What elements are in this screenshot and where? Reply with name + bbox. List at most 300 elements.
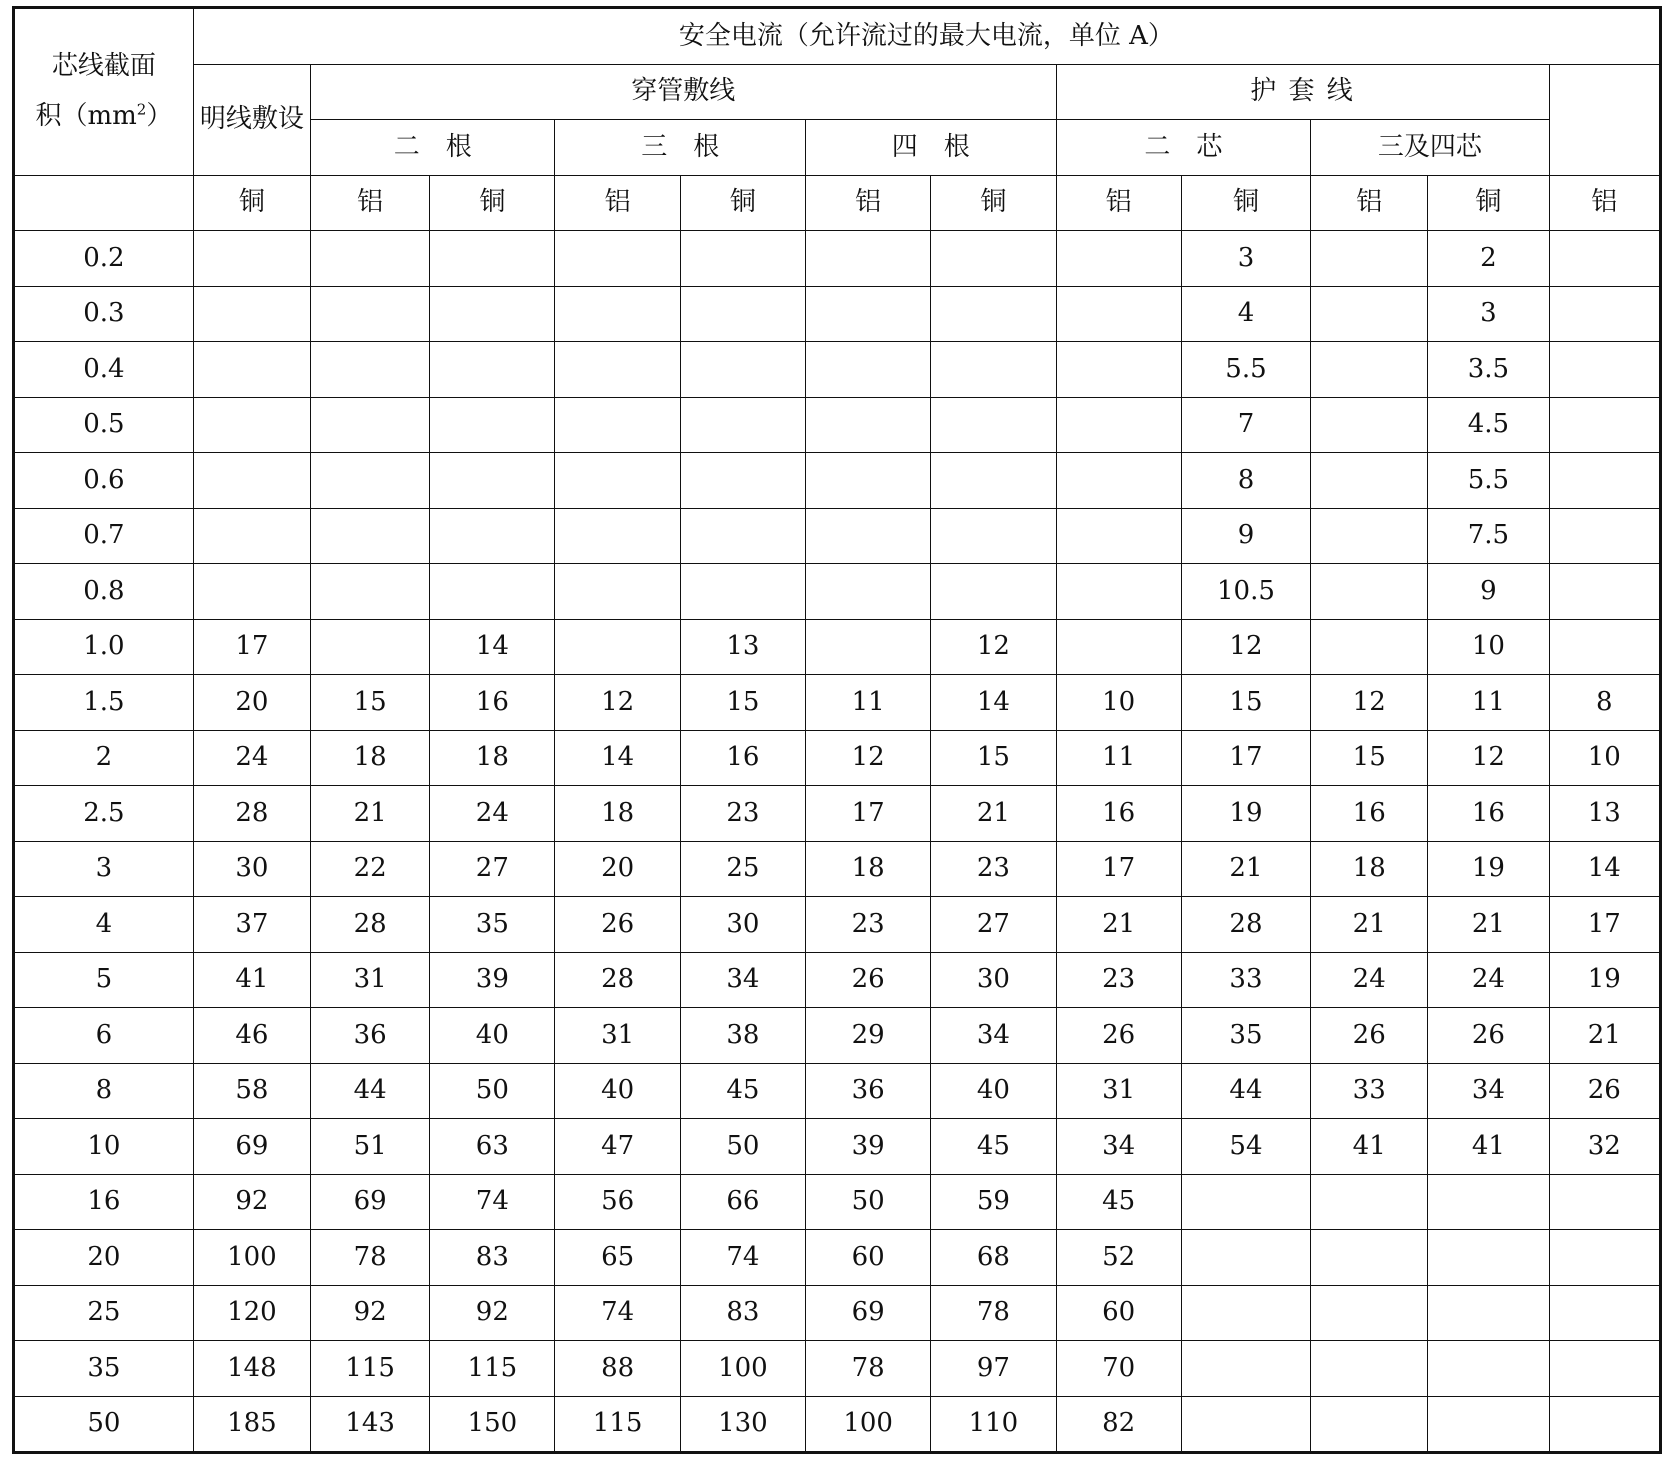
- area-cell: 20: [14, 1230, 194, 1286]
- table-row: [14, 1285, 1661, 1341]
- two-core-copper-header: 铜: [1181, 175, 1310, 231]
- current-cell: 78: [311, 1230, 430, 1286]
- current-cell: [1311, 342, 1428, 398]
- current-cell: [1428, 1396, 1549, 1453]
- current-cell: 12: [931, 619, 1056, 675]
- table-row: [14, 1174, 1661, 1230]
- table-row: [14, 397, 1661, 453]
- current-cell: 100: [806, 1396, 931, 1453]
- current-cell: 15: [931, 730, 1056, 786]
- current-cell: 21: [1056, 897, 1181, 953]
- current-cell: 50: [806, 1174, 931, 1230]
- current-cell: 92: [311, 1285, 430, 1341]
- current-cell: 100: [193, 1230, 310, 1286]
- current-cell: 68: [931, 1230, 1056, 1286]
- current-cell: 11: [1428, 675, 1549, 731]
- current-cell: 185: [193, 1396, 310, 1453]
- area-cell: 1.0: [14, 619, 194, 675]
- header-row-2: [14, 64, 1661, 120]
- current-cell: [193, 397, 310, 453]
- current-cell: 12: [1428, 730, 1549, 786]
- three-wires-copper-header: 铜: [680, 175, 805, 231]
- current-cell: [1311, 564, 1428, 620]
- current-cell: [1311, 1341, 1428, 1397]
- two-core-header: 二 芯: [1056, 120, 1311, 176]
- current-cell: 10: [1549, 730, 1660, 786]
- two-core-aluminum-header: 铝: [1311, 175, 1428, 231]
- current-cell: 32: [1549, 1119, 1660, 1175]
- current-cell: 60: [806, 1230, 931, 1286]
- current-cell: 16: [1056, 786, 1181, 842]
- current-cell: [193, 508, 310, 564]
- three-four-core-copper-header: 铜: [1428, 175, 1549, 231]
- current-cell: [1056, 508, 1181, 564]
- table-row: [14, 786, 1661, 842]
- current-cell: 15: [311, 675, 430, 731]
- table-row: [14, 231, 1661, 287]
- current-cell: 12: [806, 730, 931, 786]
- current-cell: [555, 286, 680, 342]
- current-cell: 23: [931, 841, 1056, 897]
- current-cell: 4.5: [1428, 397, 1549, 453]
- current-cell: [931, 286, 1056, 342]
- current-cell: 35: [1181, 1008, 1310, 1064]
- table-row: [14, 1396, 1661, 1453]
- current-cell: [680, 564, 805, 620]
- area-cell: 0.6: [14, 453, 194, 509]
- current-cell: [1549, 1341, 1660, 1397]
- current-cell: [1311, 1174, 1428, 1230]
- current-cell: 143: [311, 1396, 430, 1453]
- current-cell: [1549, 1396, 1660, 1453]
- current-cell: 10: [1428, 619, 1549, 675]
- current-cell: 115: [555, 1396, 680, 1453]
- current-cell: 69: [806, 1285, 931, 1341]
- current-cell: 24: [1311, 952, 1428, 1008]
- current-cell: [311, 342, 430, 398]
- current-cell: [806, 231, 931, 287]
- current-cell: [1311, 397, 1428, 453]
- current-cell: 19: [1428, 841, 1549, 897]
- table-row: [14, 564, 1661, 620]
- current-cell: 33: [1181, 952, 1310, 1008]
- current-cell: 58: [193, 1063, 310, 1119]
- current-cell: [1181, 1230, 1310, 1286]
- current-cell: [555, 619, 680, 675]
- current-cell: [1549, 1285, 1660, 1341]
- open-copper-header: 铜: [193, 175, 310, 231]
- current-cell: [193, 564, 310, 620]
- table-row: [14, 675, 1661, 731]
- current-cell: [1311, 508, 1428, 564]
- current-cell: [1181, 1285, 1310, 1341]
- current-cell: [555, 397, 680, 453]
- current-cell: [806, 397, 931, 453]
- current-cell: 34: [931, 1008, 1056, 1064]
- current-cell: 30: [931, 952, 1056, 1008]
- current-cell: 28: [555, 952, 680, 1008]
- current-cell: 44: [311, 1063, 430, 1119]
- current-cell: 28: [193, 786, 310, 842]
- current-cell: [806, 508, 931, 564]
- current-cell: [1311, 1230, 1428, 1286]
- current-cell: 9: [1428, 564, 1549, 620]
- current-cell: 18: [806, 841, 931, 897]
- current-cell: 18: [311, 730, 430, 786]
- current-cell: [806, 453, 931, 509]
- three-wires-header: 三 根: [555, 120, 806, 176]
- current-cell: 39: [806, 1119, 931, 1175]
- current-cell: 26: [1311, 1008, 1428, 1064]
- table-row: [14, 508, 1661, 564]
- area-cell: 0.5: [14, 397, 194, 453]
- current-cell: [430, 508, 555, 564]
- current-cell: 16: [1428, 786, 1549, 842]
- current-cell: 50: [430, 1063, 555, 1119]
- current-cell: 92: [193, 1174, 310, 1230]
- current-cell: 39: [430, 952, 555, 1008]
- current-cell: 9: [1181, 508, 1310, 564]
- current-cell: [193, 231, 310, 287]
- three-wires-aluminum-header: 铝: [806, 175, 931, 231]
- current-cell: [931, 231, 1056, 287]
- current-cell: [1549, 453, 1660, 509]
- current-cell: 16: [1311, 786, 1428, 842]
- area-cell: 3: [14, 841, 194, 897]
- current-cell: 40: [555, 1063, 680, 1119]
- current-cell: 25: [680, 841, 805, 897]
- current-cell: 74: [680, 1230, 805, 1286]
- current-table-frame: [12, 6, 1662, 1454]
- current-cell: 17: [1181, 730, 1310, 786]
- current-cell: 82: [1056, 1396, 1181, 1453]
- current-cell: 10: [1056, 675, 1181, 731]
- current-cell: [1428, 1174, 1549, 1230]
- table-row: [14, 1230, 1661, 1286]
- current-cell: 14: [931, 675, 1056, 731]
- current-cell: 3: [1181, 231, 1310, 287]
- current-cell: [1056, 453, 1181, 509]
- current-cell: 17: [1056, 841, 1181, 897]
- current-cell: 15: [1311, 730, 1428, 786]
- current-cell: [806, 619, 931, 675]
- table-row: [14, 730, 1661, 786]
- area-cell: 16: [14, 1174, 194, 1230]
- current-cell: 20: [193, 675, 310, 731]
- current-cell: 11: [806, 675, 931, 731]
- current-cell: 83: [430, 1230, 555, 1286]
- current-cell: [1056, 564, 1181, 620]
- current-cell: 22: [311, 841, 430, 897]
- current-cell: 21: [1549, 1008, 1660, 1064]
- conduit-header: 穿管敷线: [311, 64, 1057, 120]
- current-cell: [311, 619, 430, 675]
- current-cell: 26: [1549, 1063, 1660, 1119]
- current-cell: [311, 286, 430, 342]
- current-cell: 110: [931, 1396, 1056, 1453]
- current-cell: 52: [1056, 1230, 1181, 1286]
- current-cell: 13: [680, 619, 805, 675]
- current-cell: 51: [311, 1119, 430, 1175]
- table-row: [14, 619, 1661, 675]
- current-cell: 24: [193, 730, 310, 786]
- current-cell: [1056, 231, 1181, 287]
- current-cell: 21: [1181, 841, 1310, 897]
- current-cell: 30: [680, 897, 805, 953]
- current-cell: 10.5: [1181, 564, 1310, 620]
- current-cell: 30: [193, 841, 310, 897]
- current-cell: 4: [1181, 286, 1310, 342]
- current-cell: 34: [1056, 1119, 1181, 1175]
- current-cell: [1549, 286, 1660, 342]
- current-cell: [806, 564, 931, 620]
- area-cell: 5: [14, 952, 194, 1008]
- current-cell: [680, 231, 805, 287]
- current-cell: 26: [1428, 1008, 1549, 1064]
- area-cell: 2: [14, 730, 194, 786]
- current-cell: 14: [430, 619, 555, 675]
- area-header: [14, 8, 194, 176]
- current-cell: 5.5: [1181, 342, 1310, 398]
- header-row-1: [14, 8, 1661, 65]
- current-cell: 45: [931, 1119, 1056, 1175]
- current-cell: [1549, 564, 1660, 620]
- current-cell: [1549, 342, 1660, 398]
- current-cell: 115: [430, 1341, 555, 1397]
- current-cell: 100: [680, 1341, 805, 1397]
- area-cell: 10: [14, 1119, 194, 1175]
- current-cell: 21: [931, 786, 1056, 842]
- current-cell: 18: [1311, 841, 1428, 897]
- area-cell: 0.2: [14, 231, 194, 287]
- current-cell: [931, 397, 1056, 453]
- current-cell: 78: [806, 1341, 931, 1397]
- current-cell: [1181, 1174, 1310, 1230]
- current-cell: 78: [931, 1285, 1056, 1341]
- current-cell: 18: [555, 786, 680, 842]
- table-row: [14, 841, 1661, 897]
- area-cell: 0.4: [14, 342, 194, 398]
- area-cell: 2.5: [14, 786, 194, 842]
- current-cell: [1056, 342, 1181, 398]
- current-cell: [1549, 1230, 1660, 1286]
- current-cell: [311, 231, 430, 287]
- current-cell: 56: [555, 1174, 680, 1230]
- current-cell: 150: [430, 1396, 555, 1453]
- two-wires-aluminum-header: 铝: [555, 175, 680, 231]
- current-cell: 2: [1428, 231, 1549, 287]
- current-cell: [1428, 1230, 1549, 1286]
- current-cell: [680, 397, 805, 453]
- current-cell: [430, 231, 555, 287]
- table-row: [14, 897, 1661, 953]
- current-cell: 41: [193, 952, 310, 1008]
- current-cell: [1311, 619, 1428, 675]
- current-cell: [311, 453, 430, 509]
- current-cell: [1311, 453, 1428, 509]
- current-cell: 40: [430, 1008, 555, 1064]
- current-cell: 19: [1549, 952, 1660, 1008]
- area-cell: 35: [14, 1341, 194, 1397]
- current-cell: 16: [430, 675, 555, 731]
- current-cell: [555, 231, 680, 287]
- current-cell: [1056, 397, 1181, 453]
- current-cell: [680, 508, 805, 564]
- current-cell: 14: [555, 730, 680, 786]
- current-cell: 24: [1428, 952, 1549, 1008]
- area-cell: 4: [14, 897, 194, 953]
- current-cell: [1428, 1285, 1549, 1341]
- current-cell: 7.5: [1428, 508, 1549, 564]
- current-cell: [430, 397, 555, 453]
- current-cell: 5.5: [1428, 453, 1549, 509]
- current-cell: [1181, 1341, 1310, 1397]
- current-cell: 27: [430, 841, 555, 897]
- current-cell: 26: [1056, 1008, 1181, 1064]
- current-cell: 20: [555, 841, 680, 897]
- current-cell: [193, 453, 310, 509]
- current-cell: 44: [1181, 1063, 1310, 1119]
- current-cell: [430, 453, 555, 509]
- current-cell: 41: [1428, 1119, 1549, 1175]
- current-cell: 40: [931, 1063, 1056, 1119]
- current-cell: 28: [311, 897, 430, 953]
- current-cell: [1549, 508, 1660, 564]
- current-cell: 17: [1549, 897, 1660, 953]
- current-cell: 34: [1428, 1063, 1549, 1119]
- area-cell: 0.3: [14, 286, 194, 342]
- current-cell: 31: [311, 952, 430, 1008]
- current-cell: 27: [931, 897, 1056, 953]
- area-cell: 6: [14, 1008, 194, 1064]
- current-cell: [931, 564, 1056, 620]
- current-cell: 33: [1311, 1063, 1428, 1119]
- current-cell: 29: [806, 1008, 931, 1064]
- current-cell: 70: [1056, 1341, 1181, 1397]
- current-cell: [311, 397, 430, 453]
- three-four-core-aluminum-header: 铝: [1549, 175, 1660, 231]
- current-cell: 66: [680, 1174, 805, 1230]
- current-cell: 15: [680, 675, 805, 731]
- current-cell: 74: [430, 1174, 555, 1230]
- current-cell: [430, 564, 555, 620]
- current-cell: [1549, 397, 1660, 453]
- current-cell: 69: [311, 1174, 430, 1230]
- current-cell: [931, 342, 1056, 398]
- current-cell: 13: [1549, 786, 1660, 842]
- current-cell: [555, 342, 680, 398]
- header-row-4: [14, 175, 1661, 231]
- current-cell: 97: [931, 1341, 1056, 1397]
- current-cell: 14: [1549, 841, 1660, 897]
- three-four-core-header: 三及四芯: [1311, 120, 1549, 176]
- table-row: [14, 1008, 1661, 1064]
- current-cell: [430, 286, 555, 342]
- current-cell: [1311, 1285, 1428, 1341]
- current-cell: [806, 342, 931, 398]
- current-cell: 47: [555, 1119, 680, 1175]
- current-cell: [931, 453, 1056, 509]
- current-cell: 3.5: [1428, 342, 1549, 398]
- current-cell: [193, 342, 310, 398]
- current-cell: 148: [193, 1341, 310, 1397]
- current-cell: 36: [806, 1063, 931, 1119]
- current-cell: 46: [193, 1008, 310, 1064]
- current-cell: [430, 342, 555, 398]
- area-cell: 50: [14, 1396, 194, 1453]
- current-cell: [1056, 286, 1181, 342]
- current-cell: 8: [1549, 675, 1660, 731]
- current-cell: 21: [1428, 897, 1549, 953]
- sheathed-header: 护 套 线: [1056, 64, 1549, 120]
- current-cell: 54: [1181, 1119, 1310, 1175]
- material-header-empty: [14, 175, 194, 231]
- four-wires-header: 四 根: [806, 120, 1057, 176]
- area-cell: 8: [14, 1063, 194, 1119]
- current-cell: 26: [806, 952, 931, 1008]
- current-cell: 36: [311, 1008, 430, 1064]
- table-row: [14, 1341, 1661, 1397]
- two-wires-copper-header: 铜: [430, 175, 555, 231]
- current-cell: [193, 286, 310, 342]
- current-cell: 74: [555, 1285, 680, 1341]
- current-cell: 12: [1311, 675, 1428, 731]
- current-cell: [555, 508, 680, 564]
- current-cell: 65: [555, 1230, 680, 1286]
- current-cell: [1428, 1341, 1549, 1397]
- current-cell: 26: [555, 897, 680, 953]
- open-wiring-header: 明线敷设: [193, 64, 310, 175]
- area-cell: 25: [14, 1285, 194, 1341]
- current-cell: 12: [555, 675, 680, 731]
- current-cell: [680, 286, 805, 342]
- current-cell: [1056, 619, 1181, 675]
- current-cell: [680, 453, 805, 509]
- current-cell: 120: [193, 1285, 310, 1341]
- current-cell: 17: [193, 619, 310, 675]
- area-label-line2: 积（mm: [35, 100, 137, 131]
- safe-current-table: [12, 6, 1662, 1454]
- current-cell: [1549, 231, 1660, 287]
- area-cell: 1.5: [14, 675, 194, 731]
- current-cell: 115: [311, 1341, 430, 1397]
- current-cell: [1181, 1396, 1310, 1453]
- current-cell: [311, 508, 430, 564]
- current-cell: [931, 508, 1056, 564]
- current-cell: 37: [193, 897, 310, 953]
- table-row: [14, 286, 1661, 342]
- current-cell: 41: [1311, 1119, 1428, 1175]
- table-row: [14, 952, 1661, 1008]
- current-cell: [555, 453, 680, 509]
- current-cell: [311, 564, 430, 620]
- current-cell: [806, 286, 931, 342]
- table-row: [14, 1119, 1661, 1175]
- current-cell: 63: [430, 1119, 555, 1175]
- current-cell: 3: [1428, 286, 1549, 342]
- current-cell: [1549, 1174, 1660, 1230]
- current-cell: 24: [430, 786, 555, 842]
- current-cell: 34: [680, 952, 805, 1008]
- area-label-line1: 芯线截面: [51, 51, 156, 82]
- table-header: [14, 8, 1661, 231]
- current-cell: 23: [806, 897, 931, 953]
- current-cell: 11: [1056, 730, 1181, 786]
- four-wires-aluminum-header: 铝: [1056, 175, 1181, 231]
- current-cell: 17: [806, 786, 931, 842]
- current-cell: [1311, 1396, 1428, 1453]
- current-cell: [1311, 231, 1428, 287]
